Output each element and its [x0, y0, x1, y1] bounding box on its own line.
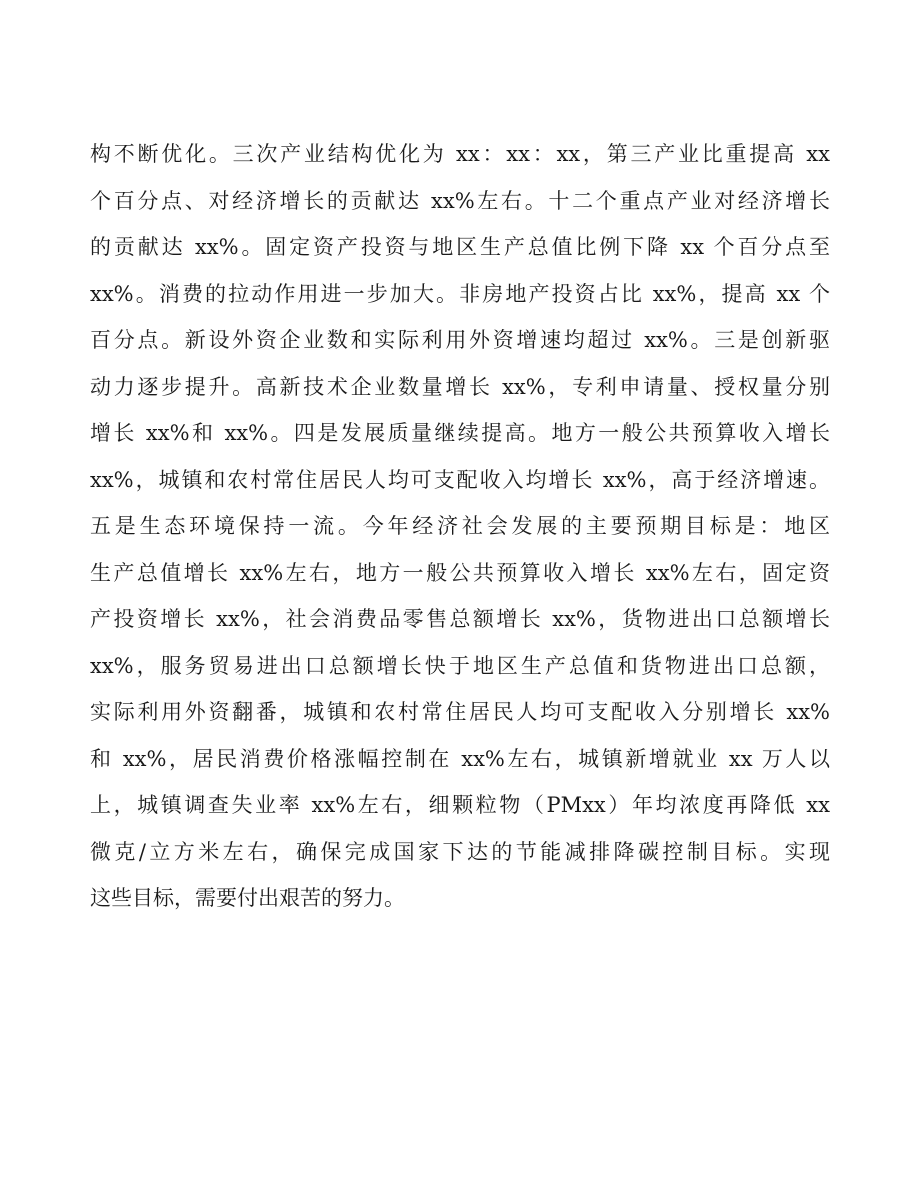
text-line: 生产总值增长 xx%左右，地方一般公共预算收入增长 xx%左右，固定资	[90, 560, 830, 585]
text-line: 动力逐步提升。高新技术企业数量增长 xx%，专利申请量、授权量分别	[90, 374, 830, 399]
text-line: 百分点。新设外资企业数和实际利用外资增速均超过 xx%。三是创新驱	[90, 328, 830, 352]
text-line: 增长 xx%和 xx%。四是发展质量继续提高。地方一般公共预算收入增长	[90, 421, 830, 445]
text-line: 个百分点、对经济增长的贡献达 xx%左右。十二个重点产业对经济增长	[90, 188, 830, 213]
text-line: 五是生态环境保持一流。今年经济社会发展的主要预期目标是：地区	[90, 514, 830, 538]
text-line: 实际利用外资翻番，城镇和农村常住居民人均可支配收入分别增长 xx%	[90, 700, 830, 724]
text-line: 和 xx%，居民消费价格涨幅控制在 xx%左右，城镇新增就业 xx 万人以	[90, 746, 830, 771]
body-paragraph	[90, 131, 830, 922]
text-line: 上，城镇调查失业率 xx%左右，细颗粒物（PMxx）年均浓度再降低 xx	[90, 793, 830, 817]
text-line: 产投资增长 xx%，社会消费品零售总额增长 xx%，货物进出口总额增长	[90, 607, 830, 631]
text-line: xx%。消费的拉动作用进一步加大。非房地产投资占比 xx%，提高 xx 个	[90, 281, 830, 306]
text-line: xx%，城镇和农村常住居民人均可支配收入均增长 xx%，高于经济增速。	[90, 467, 830, 492]
text-line: xx%，服务贸易进出口总额增长快于地区生产总值和货物进出口总额，	[90, 653, 830, 678]
text-line: 微克/立方米左右，确保完成国家下达的节能减排降碳控制目标。实现	[90, 839, 830, 864]
text-line: 构不断优化。三次产业结构优化为 xx：xx：xx，第三产业比重提高 xx	[90, 142, 830, 166]
text-line-last: 这些目标，需要付出艰苦的努力。	[90, 886, 405, 910]
text-line: 的贡献达 xx%。固定资产投资与地区生产总值比例下降 xx 个百分点至	[90, 235, 830, 259]
